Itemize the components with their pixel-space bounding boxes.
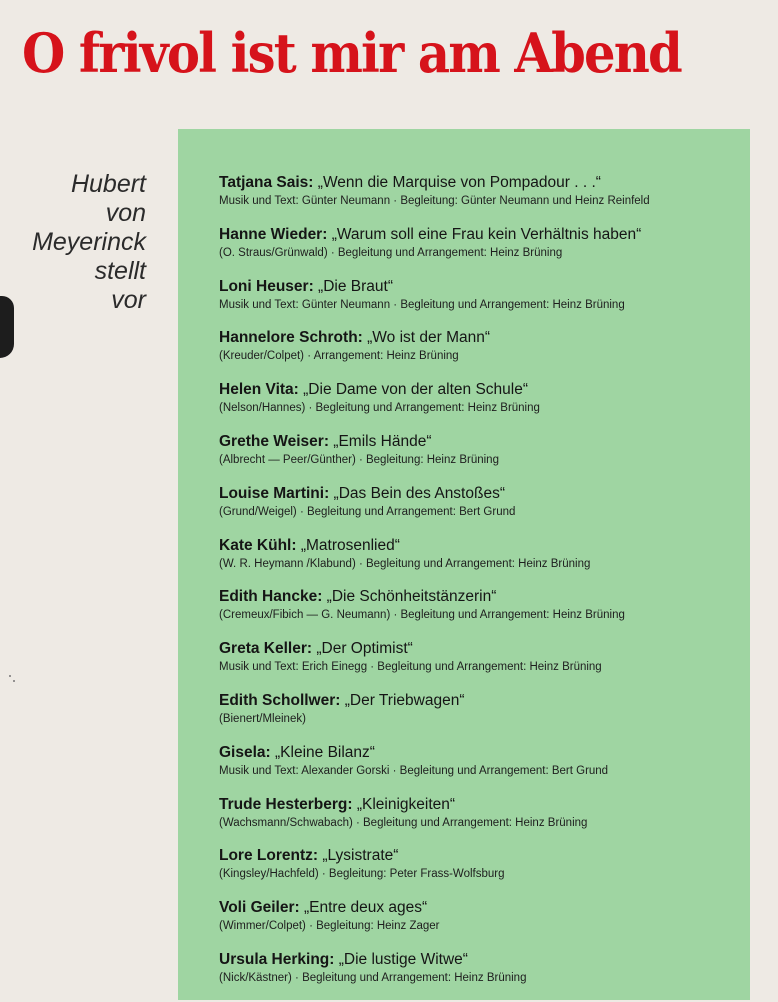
tracklist-panel [178, 129, 750, 1000]
ink-speck [9, 675, 11, 677]
track-credits: (Cremeux/Fibich — G. Neumann) · Begleitung und Arrangement: Heinz Brüning [219, 609, 625, 622]
artist-name: Voli Geiler: [219, 899, 300, 917]
song-title: „Der Optimist“ [316, 640, 413, 658]
track-credits: (Nelson/Hannes) · Begleitung und Arrangement: Heinz Brüning [219, 402, 540, 415]
track-credits: (Kreuder/Colpet) · Arrangement: Heinz Brüning [219, 350, 459, 363]
track-credits: (Grund/Weigel) · Begleitung und Arrangement: Bert Grund [219, 505, 516, 518]
intro-line: Hubert [70, 170, 146, 198]
track-entry [219, 432, 750, 484]
track-credits: (W. R. Heymann /Klabund) · Begleitung und Arrangement: Heinz Brüning [219, 557, 591, 570]
ink-speck [13, 680, 15, 682]
song-title: „Die Schönheitstänzerin“ [326, 588, 497, 606]
artist-name: Hannelore Schroth: [219, 329, 363, 347]
artist-name: Loni Heuser: [219, 277, 314, 295]
artist-name: Hanne Wieder: [219, 225, 328, 243]
artist-name: Edith Hancke: [219, 588, 323, 606]
song-title: „Die Dame von der alten Schule“ [303, 381, 528, 399]
track-entry [219, 587, 750, 639]
track-credits: (Wimmer/Colpet) · Begleitung: Heinz Zager [219, 920, 440, 933]
intro-line: Meyerinck [32, 228, 146, 256]
artist-name: Lore Lorentz: [219, 847, 319, 865]
artist-name: Gisela: [219, 743, 271, 761]
song-title: „Wo ist der Mann“ [367, 329, 491, 347]
album-title: O frivol ist mir am Abend [22, 21, 681, 85]
song-title: „Kleine Bilanz“ [275, 743, 375, 761]
artist-name: Grethe Weiser: [219, 432, 329, 450]
artist-name: Edith Schollwer: [219, 691, 341, 709]
track-entry [219, 691, 750, 743]
artist-name: Greta Keller: [219, 640, 313, 658]
intro-line: von [105, 199, 146, 227]
song-title: „Wenn die Marquise von Pompadour . . .“ [317, 174, 601, 191]
artist-name: Tatjana Sais: [219, 174, 314, 191]
edge-ink-blot [0, 296, 14, 358]
intro-line: vor [111, 286, 146, 314]
artist-name: Ursula Herking: [219, 950, 335, 968]
artist-name: Trude Hesterberg: [219, 795, 353, 813]
track-credits: (Wachsmann/Schwabach) · Begleitung und Arrangement: Heinz Brüning [219, 816, 588, 829]
track-entry [219, 743, 750, 795]
song-title: „Der Triebwagen“ [344, 691, 465, 709]
artist-name: Louise Martini: [219, 484, 330, 502]
track-credits: (Albrecht — Peer/Günther) · Begleitung: Heinz Brüning [219, 453, 499, 466]
track-credits: (Bienert/Mleinek) [219, 712, 306, 725]
artist-name: Helen Vita: [219, 381, 299, 399]
song-title: „Die Braut“ [318, 277, 393, 295]
track-entry [219, 846, 750, 898]
track-credits: (Kingsley/Hachfeld) · Begleitung: Peter Frass-Wolfsburg [219, 868, 505, 881]
intro-text [0, 170, 146, 315]
track-entry [219, 484, 750, 536]
track-credits: Musik und Text: Alexander Gorski · Begleitung und Arrangement: Bert Grund [219, 764, 609, 777]
song-title: „Entre deux ages“ [304, 899, 428, 917]
track-entry [219, 173, 750, 225]
song-title: „Warum soll eine Frau kein Verhältnis haben“ [331, 225, 642, 243]
song-title: „Die lustige Witwe“ [338, 950, 468, 968]
track-entry [219, 795, 750, 847]
song-title: „Kleinigkeiten“ [356, 795, 456, 813]
song-title: „Das Bein des Anstoßes“ [333, 484, 505, 502]
track-entry [219, 380, 750, 432]
track-credits: (Nick/Kästner) · Begleitung und Arrangement: Heinz Brüning [219, 971, 527, 984]
track-entry [219, 328, 750, 380]
intro-line: stellt [94, 257, 146, 285]
track-entry [219, 898, 750, 950]
track-entry [219, 225, 750, 277]
track-entry [219, 536, 750, 588]
track-credits: Musik und Text: Günter Neumann · Begleitung: Günter Neumann und Heinz Reinfeld [219, 195, 650, 207]
track-credits: Musik und Text: Günter Neumann · Begleitung und Arrangement: Heinz Brüning [219, 298, 625, 311]
track-credits: Musik und Text: Erich Einegg · Begleitung und Arrangement: Heinz Brüning [219, 661, 602, 674]
song-title: „Matrosenlied“ [300, 536, 400, 554]
song-title: „Emils Hände“ [333, 432, 432, 450]
song-title: „Lysistrate“ [322, 847, 399, 865]
track-entry [219, 277, 750, 329]
track-entry [219, 639, 750, 691]
track-credits: (O. Straus/Grünwald) · Begleitung und Arrangement: Heinz Brüning [219, 246, 563, 259]
artist-name: Kate Kühl: [219, 536, 297, 554]
track-entry [219, 950, 750, 1002]
